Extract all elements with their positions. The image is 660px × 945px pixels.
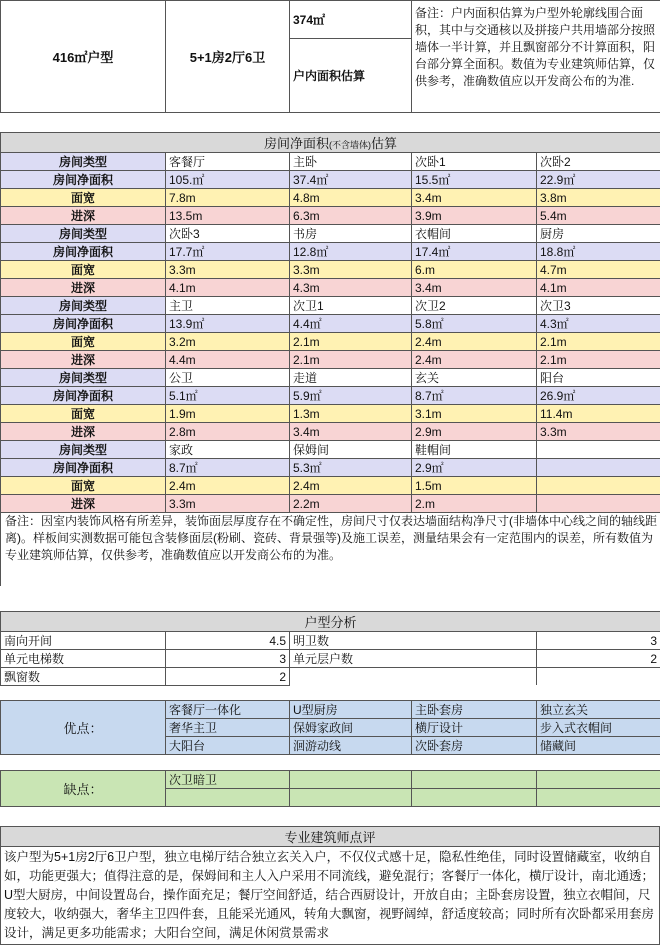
pros-item: 步入式衣帽间: [537, 719, 660, 737]
room-cell: 5.4m: [537, 207, 660, 225]
area-type: 416㎡户型: [1, 1, 166, 113]
analysis-value: 4.5: [166, 632, 290, 650]
room-cell: 2.9㎡: [412, 459, 537, 477]
room-cell: 13.5m: [166, 207, 290, 225]
room-row-type: [1, 225, 660, 243]
rooms-title: 房间净面积(不含墙体)估算: [1, 133, 660, 153]
room-cell: 家政: [166, 441, 290, 459]
cons-label: 缺点：: [1, 771, 166, 807]
room-cell: 5.8㎡: [412, 315, 537, 333]
room-cell: 4.1m: [537, 279, 660, 297]
room-cell: 阳台: [537, 369, 660, 387]
room-row-label: 房间净面积: [1, 459, 166, 477]
pros-item: 保姆家政间: [290, 719, 412, 737]
room-cell: 2.9m: [412, 423, 537, 441]
room-cell: 6.3m: [290, 207, 412, 225]
room-cell: 17.7㎡: [166, 243, 290, 261]
room-cell: 2.1m: [290, 333, 412, 351]
room-row-label: 房间类型: [1, 441, 166, 459]
analysis-label: 南向开间: [1, 632, 166, 650]
analysis-value: 3: [166, 650, 290, 668]
room-row-type: [1, 369, 660, 387]
room-row-type: [1, 297, 660, 315]
room-groups: [1, 153, 660, 513]
pros-table: [0, 700, 660, 755]
room-cell: 4.4㎡: [290, 315, 412, 333]
room-cell: 走道: [290, 369, 412, 387]
room-row-area: [1, 387, 660, 405]
room-cell: 2.1m: [537, 333, 660, 351]
analysis-value: 3: [537, 632, 660, 650]
layout: 5+1房2厅6卫: [166, 1, 290, 113]
room-row-area: [1, 171, 660, 189]
room-row-depth: [1, 207, 660, 225]
room-row-width: [1, 477, 660, 495]
room-cell: 4.3m: [290, 279, 412, 297]
review-table: [0, 826, 660, 945]
room-row-depth: [1, 423, 660, 441]
room-cell: 客餐厅: [166, 153, 290, 171]
pros-item: 储藏间: [537, 737, 660, 755]
room-cell: 2.4m: [412, 333, 537, 351]
room-cell: 4.4m: [166, 351, 290, 369]
room-cell: 1.5m: [412, 477, 537, 495]
room-cell: 3.3m: [537, 423, 660, 441]
room-cell: 8.7㎡: [166, 459, 290, 477]
room-cell: 7.8m: [166, 189, 290, 207]
analysis-title: 户型分析: [1, 612, 660, 632]
room-row-label: 进深: [1, 351, 166, 369]
pros-item: 洄游动线: [290, 737, 412, 755]
room-cell: 12.8㎡: [290, 243, 412, 261]
room-row-area: [1, 315, 660, 333]
room-cell: 3.4m: [412, 279, 537, 297]
room-row-label: 房间净面积: [1, 315, 166, 333]
room-row-label: 进深: [1, 423, 166, 441]
room-row-type: [1, 441, 660, 459]
room-row-depth: [1, 495, 660, 513]
room-cell: 3.3m: [166, 261, 290, 279]
room-cell: 26.9㎡: [537, 387, 660, 405]
room-cell: 4.1m: [166, 279, 290, 297]
room-cell: 5.1㎡: [166, 387, 290, 405]
room-cell: 次卧2: [537, 153, 660, 171]
room-cell: 11.4m: [537, 405, 660, 423]
room-row-label: 面宽: [1, 477, 166, 495]
room-cell: 105.㎡: [166, 171, 290, 189]
room-cell: 37.4㎡: [290, 171, 412, 189]
room-cell: 次卫3: [537, 297, 660, 315]
room-cell: 5.3㎡: [290, 459, 412, 477]
analysis-label: 明卫数: [290, 632, 537, 650]
interior-area: 374㎡: [290, 1, 412, 39]
room-cell: 2.1m: [290, 351, 412, 369]
room-cell: 厨房: [537, 225, 660, 243]
room-row-label: 面宽: [1, 189, 166, 207]
analysis-value: 2: [537, 650, 660, 668]
room-row-label: 房间类型: [1, 297, 166, 315]
rooms-note: 备注：因室内装饰风格有所差异，装饰面层厚度存在不确定性，房间尺寸仅表达墙面结构净尺寸(非墙体中心线之间的轴线距离)。样板间实测数据可能包含装修面层(粉刷、瓷砖、背景强等)及施工误差，测量结果会有一定范围内的误差，所有数值为专业建筑师估算，仅供参考，准确数值应以开发商公布的为准。: [0, 513, 660, 586]
room-row-label: 面宽: [1, 405, 166, 423]
room-row-width: [1, 261, 660, 279]
room-cell: 保姆间: [290, 441, 412, 459]
room-cell: 鞋帽间: [412, 441, 537, 459]
room-cell: [537, 459, 660, 477]
pros-item: U型厨房: [290, 701, 412, 719]
room-cell: 次卧3: [166, 225, 290, 243]
room-cell: 3.4m: [412, 189, 537, 207]
review-title: 专业建筑师点评: [1, 827, 660, 847]
room-cell: 8.7㎡: [412, 387, 537, 405]
cons-table: [0, 770, 660, 807]
room-row-label: 房间净面积: [1, 387, 166, 405]
room-row-area: [1, 459, 660, 477]
room-row-label: 进深: [1, 279, 166, 297]
pros-item: 横厅设计: [412, 719, 537, 737]
analysis-label: [290, 668, 537, 686]
room-row-label: 面宽: [1, 261, 166, 279]
room-cell: 3.3m: [290, 261, 412, 279]
room-cell: 次卧1: [412, 153, 537, 171]
analysis-value: [537, 668, 660, 686]
room-row-width: [1, 189, 660, 207]
room-row-area: [1, 243, 660, 261]
room-row-depth: [1, 279, 660, 297]
room-cell: 13.9㎡: [166, 315, 290, 333]
room-cell: 6.m: [412, 261, 537, 279]
analysis-label: 单元层户数: [290, 650, 537, 668]
room-cell: 3.2m: [166, 333, 290, 351]
room-cell: 3.3m: [166, 495, 290, 513]
interior-label: 户内面积估算: [290, 39, 412, 113]
room-cell: 18.8㎡: [537, 243, 660, 261]
pros-item: 大阳台: [166, 737, 290, 755]
room-cell: 3.9m: [412, 207, 537, 225]
room-row-label: 房间类型: [1, 369, 166, 387]
room-cell: 5.9㎡: [290, 387, 412, 405]
room-cell: [537, 441, 660, 459]
room-row-width: [1, 405, 660, 423]
analysis-label: 单元电梯数: [1, 650, 166, 668]
header-table: [0, 0, 660, 113]
analysis-value: 2: [166, 668, 290, 686]
pros-item: 主卧套房: [412, 701, 537, 719]
room-cell: 4.8m: [290, 189, 412, 207]
pros-item: 奢华主卫: [166, 719, 290, 737]
pros-item: 独立玄关: [537, 701, 660, 719]
room-cell: 2.8m: [166, 423, 290, 441]
room-cell: 2.2m: [290, 495, 412, 513]
room-cell: 3.4m: [290, 423, 412, 441]
room-cell: 4.7m: [537, 261, 660, 279]
room-cell: 2.1m: [537, 351, 660, 369]
room-cell: 1.9m: [166, 405, 290, 423]
room-cell: [537, 477, 660, 495]
room-cell: 4.3㎡: [537, 315, 660, 333]
room-cell: 17.4㎡: [412, 243, 537, 261]
room-cell: 玄关: [412, 369, 537, 387]
analysis-row: [1, 632, 660, 650]
room-cell: 2.4m: [412, 351, 537, 369]
room-cell: 2.4m: [290, 477, 412, 495]
pros-item: 次卧套房: [412, 737, 537, 755]
room-cell: 书房: [290, 225, 412, 243]
room-cell: 1.3m: [290, 405, 412, 423]
review-text: 该户型为5+1房2厅6卫户型，独立电梯厅结合独立玄关入户，不仅仪式感十足，隐私性绝佳，同时设置储藏室，收纳自如，功能更强大；值得注意的是，保姆间和主人入户采用不同流线，避免混行；客餐厅一体化，横厅设计，南北通透；U型大厨房，中间设置岛台，操作面充足；餐厅空间舒适，结合西厨设计，开放自由；主卧套房设置，独立衣帽间，尺度较大，收纳强大，奢华主卫四件套，且能采光通风，转角大飘窗，视野阔绰，舒适度较高；同时所有次卧都采用套房设计，满足更多功能需求；大阳台空间，满足休闲赏景需求: [1, 847, 660, 945]
analysis-table: [0, 611, 660, 686]
room-row-label: 进深: [1, 495, 166, 513]
analysis-row: [1, 668, 660, 686]
rooms-table: [0, 132, 660, 513]
room-row-type: [1, 153, 660, 171]
header-note: 备注：户内面积估算为户型外轮廓线围合面积，其中与交通核以及拼接户共用墙部分按照墙体一半计算，并且飘窗部分不计算面积，阳台部分算全面积。数值为专业建筑师估算，仅供参考，准确数值应以开发商公布的为准.: [412, 1, 660, 113]
room-cell: 2.4m: [166, 477, 290, 495]
analysis-label: 飘窗数: [1, 668, 166, 686]
room-row-depth: [1, 351, 660, 369]
room-row-label: 房间类型: [1, 153, 166, 171]
room-row-label: 房间净面积: [1, 171, 166, 189]
room-row-label: 房间净面积: [1, 243, 166, 261]
room-cell: 主卫: [166, 297, 290, 315]
pros-label: 优点：: [1, 701, 166, 755]
pros-item: 客餐厅一体化: [166, 701, 290, 719]
room-cell: 3.8m: [537, 189, 660, 207]
room-row-label: 进深: [1, 207, 166, 225]
room-cell: 3.1m: [412, 405, 537, 423]
room-row-width: [1, 333, 660, 351]
room-cell: 公卫: [166, 369, 290, 387]
room-row-label: 面宽: [1, 333, 166, 351]
room-cell: 15.5㎡: [412, 171, 537, 189]
analysis-row: [1, 650, 660, 668]
room-cell: 2.m: [412, 495, 537, 513]
cons-item: 次卫暗卫: [166, 771, 290, 789]
room-cell: 22.9㎡: [537, 171, 660, 189]
room-cell: 次卫1: [290, 297, 412, 315]
room-cell: [537, 495, 660, 513]
room-cell: 衣帽间: [412, 225, 537, 243]
room-row-label: 房间类型: [1, 225, 166, 243]
room-cell: 主卧: [290, 153, 412, 171]
room-cell: 次卫2: [412, 297, 537, 315]
